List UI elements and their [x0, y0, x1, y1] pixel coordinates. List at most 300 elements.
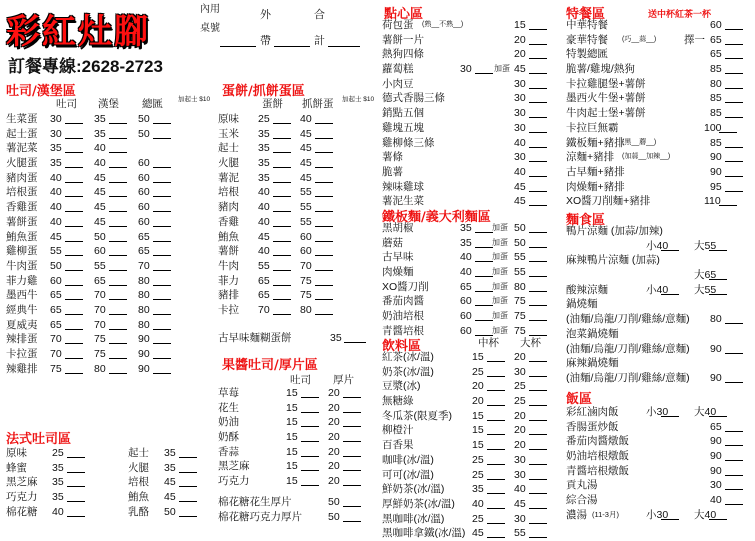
- noodle2-menu-list: [566, 224, 752, 386]
- rice-item-name: 香腸蛋炒飯: [566, 420, 619, 433]
- drink-price-large: 45: [514, 497, 526, 510]
- brand-logo: 彩紅灶腳: [6, 12, 150, 52]
- special-item-price-blank: [719, 123, 737, 133]
- noodle-addon-price-blank: [529, 223, 547, 233]
- egg-item-name: 玉米: [218, 127, 239, 140]
- egg-price-pancake: 45: [258, 230, 270, 243]
- snack-menu-row: [382, 33, 552, 48]
- drink-price-medium: 25: [472, 468, 484, 481]
- rice-item-price: 90: [710, 450, 722, 463]
- special-item-note: (巧__蒜__): [622, 35, 657, 43]
- snack-item-addon-price: 45: [514, 63, 526, 76]
- snack-item-name: 薯條: [382, 151, 403, 164]
- drink-price-large-blank: [529, 499, 547, 509]
- jam-price-thick: 20: [328, 387, 340, 399]
- toast-price-club-blank: [153, 261, 171, 271]
- noodle-item-name: 黑胡椒: [382, 222, 414, 234]
- egg-price-scallion-blank: [315, 114, 333, 124]
- jam-wide-list: [218, 495, 368, 524]
- french-menu-row: [6, 446, 96, 461]
- toast-price-club-blank: [153, 246, 171, 256]
- toast-price-club-blank: [153, 290, 171, 300]
- toast-item-name: 生菜蛋: [6, 113, 38, 125]
- noodle2-menu-row: [566, 327, 752, 342]
- toast-price-burger: 45: [94, 186, 106, 199]
- jam-price-thick-blank: [343, 403, 361, 413]
- drink-price-medium: 20: [472, 380, 484, 393]
- toast-price-toast: 65: [50, 289, 62, 302]
- drink-col-medium: 中杯: [478, 337, 499, 349]
- drink-section-title: 飲料區: [382, 339, 422, 354]
- egg-price-pancake-blank: [273, 158, 291, 168]
- drink-col-headers: [382, 335, 552, 349]
- rice-menu-row: [566, 449, 752, 464]
- toast-price-club-blank: [153, 320, 171, 330]
- toast-menu-row: [6, 156, 196, 171]
- egg-item-name: 菲力: [218, 274, 239, 287]
- drink-item-name: 無糖綠: [382, 395, 414, 408]
- drink-price-large-blank: [529, 470, 547, 480]
- egg-price-scallion-blank: [315, 246, 333, 256]
- drink-item-name: 豆漿(冰): [382, 380, 421, 393]
- egg-price-pancake: 40: [258, 201, 270, 214]
- jam-menu-list: [218, 386, 368, 489]
- noodle-addon-price: 75: [514, 295, 526, 308]
- french-menu-row: [128, 490, 218, 505]
- drink-price-large-blank: [529, 528, 547, 538]
- egg-col-pancake: 蛋餅: [262, 98, 283, 110]
- toast-price-toast-blank: [65, 173, 83, 183]
- special-item-price: 90: [710, 151, 722, 164]
- rice-item-price-blank: [725, 436, 743, 446]
- jam-wide-price: 50: [328, 510, 340, 523]
- snack-item-addon-price-blank: [529, 64, 547, 74]
- drink-price-large: 20: [514, 351, 526, 363]
- special-item-name: 涼麵+豬排: [566, 151, 615, 164]
- drink-menu-row: [382, 394, 552, 409]
- egg-item-name: 牛肉: [218, 259, 239, 272]
- drink-menu-row: [382, 350, 552, 365]
- french-menu-row: [6, 475, 96, 490]
- toast-price-burger-blank: [109, 261, 127, 271]
- special-item-price-blank: [725, 152, 743, 162]
- toast-price-toast: 65: [50, 318, 62, 331]
- jam-price-toast-blank: [301, 417, 319, 427]
- drink-item-name: 奶茶(冰/溫): [382, 365, 434, 378]
- toast-price-toast: 65: [50, 303, 62, 316]
- egg-price-scallion: 75: [300, 274, 312, 287]
- rice-item-price-blank: [725, 495, 743, 505]
- snack-menu-row: [382, 106, 552, 121]
- egg-price-scallion-blank: [315, 261, 333, 271]
- toast-price-toast-blank: [65, 114, 83, 124]
- french-item-price-blank: [67, 448, 85, 458]
- egg-price-scallion: 70: [300, 259, 312, 272]
- egg-price-pancake: 65: [258, 289, 270, 302]
- drink-price-large-blank: [529, 411, 547, 421]
- egg-price-pancake-blank: [273, 290, 291, 300]
- toast-price-club-blank: [153, 232, 171, 242]
- egg-price-scallion: 40: [300, 113, 312, 125]
- french-item-price-blank: [179, 463, 197, 473]
- toast-price-club-blank: [153, 305, 171, 315]
- toast-price-club: 50: [138, 127, 150, 140]
- french-item-price-blank: [67, 492, 85, 502]
- jam-price-toast: 15: [286, 401, 298, 414]
- snack-item-price-blank: [475, 64, 493, 74]
- jam-item-name: 香蒜: [218, 445, 239, 458]
- egg-price-scallion: 55: [300, 186, 312, 199]
- egg-price-pancake-blank: [273, 246, 291, 256]
- snack-menu-row: [382, 136, 552, 151]
- snack-item-price: 30: [460, 63, 472, 76]
- toast-price-toast-blank: [65, 217, 83, 227]
- takeout-label-1: 外: [260, 9, 271, 21]
- toast-col-toast: 吐司: [56, 98, 77, 110]
- toast-price-club: 60: [138, 186, 150, 199]
- toast-col-headers: [6, 96, 211, 112]
- jam-wide-row: [218, 510, 368, 525]
- toast-price-club: 60: [138, 171, 150, 184]
- jam-price-toast-blank: [301, 432, 319, 442]
- special-item-price: 110: [704, 195, 721, 208]
- toast-price-club-blank: [153, 276, 171, 286]
- toast-price-toast-blank: [65, 276, 83, 286]
- toast-price-burger-blank: [109, 129, 127, 139]
- toast-price-toast-blank: [65, 349, 83, 359]
- toast-item-name: 雞柳蛋: [6, 245, 38, 258]
- toast-item-name: 鮪魚蛋: [6, 230, 38, 243]
- french-item-price: 45: [164, 476, 176, 489]
- noodle-menu-row: [382, 221, 552, 236]
- jam-col-thick: 厚片: [333, 374, 354, 386]
- jam-price-toast: 15: [286, 475, 298, 488]
- toast-price-toast-blank: [65, 334, 83, 344]
- drink-price-medium-blank: [487, 440, 505, 450]
- egg-item-name: 卡拉: [218, 303, 239, 316]
- noodle-menu-row: [382, 265, 552, 280]
- special-item-price: 80: [710, 77, 722, 90]
- french-menu-row: [128, 446, 218, 461]
- toast-item-name: 培根蛋: [6, 186, 38, 199]
- noodle2-menu-row: [566, 342, 752, 357]
- noodle-item-name: 古早味: [382, 251, 414, 264]
- special-item-extra: 擇一: [684, 33, 705, 46]
- noodle2-price-large-blank: [709, 285, 727, 295]
- egg-price-scallion: 60: [300, 230, 312, 243]
- dine-in-label: 內用: [200, 4, 220, 15]
- french-item-name: 棉花糖: [6, 505, 38, 518]
- special-menu-row: [566, 106, 752, 121]
- french-item-price: 35: [52, 461, 64, 474]
- rice-item-price-blank: [725, 480, 743, 490]
- noodle2-price-small-blank: [661, 285, 679, 295]
- jam-price-toast-blank: [301, 447, 319, 457]
- toast-price-club: 60: [138, 157, 150, 170]
- rice-price-small-blank: [661, 407, 679, 417]
- special-item-price: 85: [710, 63, 722, 76]
- egg-menu-row: [218, 185, 368, 200]
- egg-price-pancake: 55: [258, 259, 270, 272]
- special-menu-row: [566, 77, 752, 92]
- noodle2-item-name: 麻辣鍋燒麵: [566, 357, 619, 370]
- jam-menu-row: [218, 401, 368, 416]
- egg-col-headers: [218, 96, 375, 112]
- table-no-label: 桌號: [200, 23, 220, 34]
- noodle2-item-name: 酸辣涼麵: [566, 283, 608, 296]
- toast-price-burger: 75: [94, 333, 106, 346]
- special-item-price-blank: [725, 79, 743, 89]
- drink-price-large-blank: [529, 367, 547, 377]
- jam-menu-row: [218, 445, 368, 460]
- toast-price-club-blank: [153, 334, 171, 344]
- snack-item-price: 30: [514, 77, 526, 90]
- special-item-price: 95: [710, 180, 722, 193]
- french-item-price-blank: [179, 492, 197, 502]
- toast-price-burger-blank: [109, 143, 127, 153]
- egg-price-pancake: 70: [258, 303, 270, 316]
- drink-item-name: 黑咖啡拿鐵(冰/溫): [382, 527, 466, 540]
- rice-item-name: 奶油培根燉飯: [566, 450, 629, 463]
- toast-price-toast: 40: [50, 215, 62, 228]
- toast-menu-row: [6, 215, 196, 230]
- egg-last-name: 古早味麵糊蛋餅: [218, 332, 292, 344]
- special-menu-row: [566, 194, 752, 209]
- french-item-price-blank: [67, 477, 85, 487]
- french-menu-row: [128, 475, 218, 490]
- egg-menu-row: [218, 215, 368, 230]
- special-menu-row: [566, 33, 752, 48]
- egg-price-pancake: 35: [258, 142, 270, 155]
- snack-item-name: 蘿蔔糕: [382, 63, 414, 76]
- french-item-price-blank: [179, 448, 197, 458]
- egg-price-scallion: 55: [300, 201, 312, 214]
- noodle-addon-label: 加蛋: [492, 267, 508, 277]
- snack-item-name: 銷點五個: [382, 107, 424, 120]
- toast-price-toast: 60: [50, 274, 62, 287]
- toast-price-club-blank: [153, 349, 171, 359]
- toast-price-toast: 70: [50, 348, 62, 360]
- jam-price-toast: 15: [286, 416, 298, 429]
- toast-price-club: 80: [138, 289, 150, 302]
- jam-price-thick-blank: [343, 417, 361, 427]
- toast-price-burger: 50: [94, 230, 106, 243]
- egg-menu-row: [218, 200, 368, 215]
- toast-item-name: 香雞蛋: [6, 201, 38, 214]
- snack-item-price-blank: [529, 20, 547, 30]
- egg-price-scallion-blank: [315, 305, 333, 315]
- special-menu-row: [566, 165, 752, 180]
- drink-menu-row: [382, 482, 552, 497]
- snack-item-name: 薯泥生菜: [382, 195, 424, 208]
- egg-menu-row: [218, 171, 368, 186]
- snack-item-name: 辣味雞球: [382, 180, 424, 193]
- drink-price-medium-blank: [487, 425, 505, 435]
- egg-price-scallion: 45: [300, 142, 312, 155]
- egg-menu-row: [218, 127, 368, 142]
- noodle-addon-price-blank: [529, 282, 547, 292]
- drink-price-large: 20: [514, 439, 526, 452]
- snack-item-name: 薯餅一片: [382, 33, 424, 46]
- egg-menu-row: [218, 156, 368, 171]
- special-menu-row: [566, 62, 752, 77]
- jam-price-thick-blank: [343, 461, 361, 471]
- snack-item-name: 小肉豆: [382, 77, 414, 90]
- rice-menu-row: [566, 420, 752, 435]
- special-menu-row: [566, 121, 752, 136]
- noodle-addon-price: 55: [514, 251, 526, 264]
- special-item-price-blank: [725, 138, 743, 148]
- special-item-price-blank: [725, 35, 743, 45]
- snack-item-price: 20: [514, 33, 526, 46]
- drink-price-medium: 45: [472, 527, 484, 540]
- drink-price-medium-blank: [487, 499, 505, 509]
- toast-item-name: 墨西牛: [6, 289, 38, 302]
- egg-item-name: 豬肉: [218, 201, 239, 214]
- toast-price-burger-blank: [109, 276, 127, 286]
- toast-menu-row: [6, 171, 196, 186]
- toast-menu-row: [6, 347, 196, 362]
- jam-wide-price-blank: [343, 497, 361, 507]
- rice-price-small: 小30: [646, 508, 669, 521]
- noodle2-item-price: 90: [710, 371, 722, 384]
- toast-price-burger: 40: [94, 157, 106, 170]
- special-item-price: 100: [704, 121, 722, 134]
- toast-price-burger-blank: [109, 187, 127, 197]
- special-menu-row: [566, 47, 752, 62]
- snack-item-price-blank: [529, 167, 547, 177]
- egg-price-scallion-blank: [315, 232, 333, 242]
- toast-item-name: 牛肉蛋: [6, 259, 38, 272]
- toast-menu-row: [6, 332, 196, 347]
- toast-item-name: 夏威夷: [6, 318, 38, 331]
- special-item-price: 85: [710, 107, 722, 120]
- toast-price-burger-blank: [109, 232, 127, 242]
- snack-menu-row: [382, 62, 552, 77]
- egg-price-pancake-blank: [273, 129, 291, 139]
- special-item-name: 肉燥麵+豬排: [566, 180, 625, 193]
- toast-item-name: 薯泥菜: [6, 142, 38, 155]
- egg-menu-row: [218, 259, 368, 274]
- noodle-addon-label: 加蛋: [492, 311, 508, 321]
- total-blank: [328, 46, 360, 47]
- french-item-price: 25: [52, 447, 64, 459]
- jam-wide-name: 棉花糖花生厚片: [218, 496, 292, 508]
- toast-item-name: 經典牛: [6, 303, 38, 316]
- egg-menu-row: [218, 303, 368, 318]
- special-item-price-blank: [725, 93, 743, 103]
- rice-price-large-blank: [709, 510, 727, 520]
- drink-col-large: 大杯: [520, 337, 541, 349]
- snack-menu-row: [382, 77, 552, 92]
- snack-item-name: 德式香腸三條: [382, 92, 445, 105]
- drink-price-large-blank: [529, 352, 547, 362]
- special-item-name: 卡拉巨無霸: [566, 121, 619, 134]
- jam-price-thick: 20: [328, 416, 340, 429]
- toast-price-burger: 70: [94, 303, 106, 316]
- toast-section-title: 吐司/漢堡區: [6, 84, 76, 99]
- egg-price-pancake: 35: [258, 157, 270, 170]
- french-menu-row: [6, 490, 96, 505]
- drink-price-medium-blank: [487, 455, 505, 465]
- noodle-addon-label: 加蛋: [492, 252, 508, 262]
- drink-price-large-blank: [529, 396, 547, 406]
- jam-price-thick: 20: [328, 431, 340, 444]
- toast-item-name: 火腿蛋: [6, 157, 38, 170]
- toast-price-club-blank: [153, 114, 171, 124]
- toast-price-club-blank: [153, 364, 171, 374]
- noodle-item-name: 蘑菇: [382, 236, 403, 249]
- egg-price-scallion: 80: [300, 303, 312, 316]
- french-item-price-blank: [179, 477, 197, 487]
- special-item-name: 中華特餐: [566, 19, 608, 31]
- toast-price-toast: 35: [50, 157, 62, 170]
- toast-item-name: 豬肉蛋: [6, 171, 38, 184]
- jam-price-thick: 20: [328, 460, 340, 473]
- jam-item-name: 奶酥: [218, 431, 239, 444]
- toast-item-name: 辣排蛋: [6, 333, 38, 346]
- french-item-price: 35: [52, 491, 64, 504]
- french-menu-row: [128, 461, 218, 476]
- special-item-price: 65: [710, 33, 722, 46]
- toast-price-club-blank: [153, 217, 171, 227]
- egg-item-name: 培根: [218, 186, 239, 199]
- drink-menu-row: [382, 365, 552, 380]
- french-right-list: [128, 446, 218, 519]
- special-item-price: 85: [710, 92, 722, 105]
- drink-price-medium-blank: [487, 352, 505, 362]
- french-item-name: 原味: [6, 447, 27, 459]
- rice-item-price-blank: [725, 422, 743, 432]
- snack-item-price-blank: [529, 35, 547, 45]
- noodle2-item-name: 麻辣鴨片涼麵 (加蒜): [566, 254, 660, 267]
- toast-item-name: 辣雞排: [6, 362, 38, 375]
- toast-price-club-blank: [153, 173, 171, 183]
- snack-section-title: 點心區: [384, 7, 424, 22]
- toast-price-toast-blank: [65, 232, 83, 242]
- toast-price-toast: 40: [50, 201, 62, 214]
- toast-menu-row: [6, 200, 196, 215]
- noodle-item-price-blank: [475, 267, 493, 277]
- rice-menu-row: [566, 405, 752, 420]
- egg-price-pancake: 65: [258, 274, 270, 287]
- special-item-name: 墨西火牛堡+薯餅: [566, 92, 646, 105]
- rice-section-title: 飯區: [566, 392, 593, 407]
- special-menu-row: [566, 136, 752, 151]
- toast-price-club: 50: [138, 113, 150, 125]
- noodle-item-price: 65: [460, 280, 472, 293]
- drink-price-medium: 20: [472, 395, 484, 408]
- toast-price-toast-blank: [65, 290, 83, 300]
- rice-item-name: 貢丸湯: [566, 479, 598, 492]
- snack-item-price: 45: [514, 180, 526, 193]
- jam-item-name: 巧克力: [218, 475, 250, 488]
- toast-price-club: 80: [138, 318, 150, 331]
- special-menu-row: [566, 180, 752, 195]
- noodle-addon-price: 50: [514, 222, 526, 234]
- noodle-addon-label: 加蛋: [492, 281, 508, 291]
- drink-price-medium: 25: [472, 453, 484, 466]
- toast-price-club: 60: [138, 201, 150, 214]
- noodle-item-price-blank: [475, 223, 493, 233]
- toast-price-toast: 40: [50, 171, 62, 184]
- toast-price-burger: 35: [94, 127, 106, 140]
- rice-item-name: 青醬培根燉飯: [566, 464, 629, 477]
- snack-item-price-blank: [529, 138, 547, 148]
- noodle-item-price-blank: [475, 296, 493, 306]
- snack-item-price-blank: [529, 93, 547, 103]
- noodle-item-price: 60: [460, 310, 472, 323]
